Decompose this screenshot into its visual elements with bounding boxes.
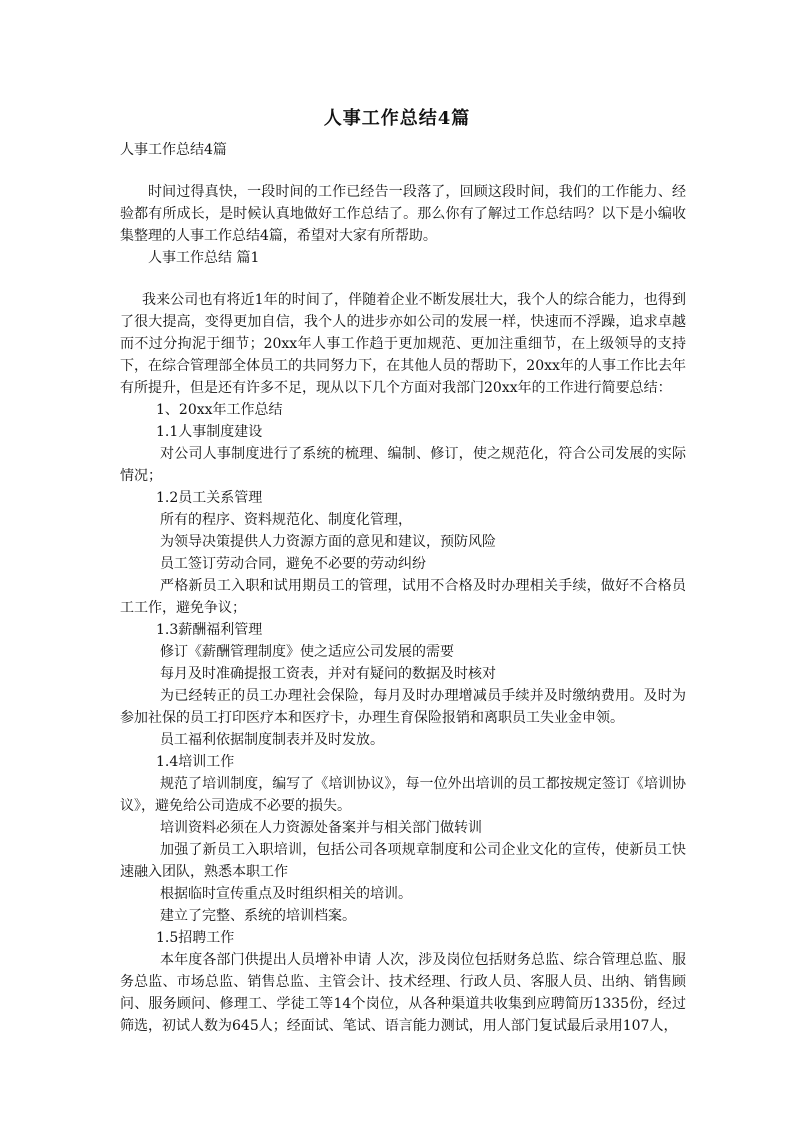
heading-1-3: 1.3薪酬福利管理	[156, 622, 263, 638]
intro-paragraph: 时间过得真快，一段时间的工作已经告一段落了，回顾这段时间，我们的工作能力、经验都有所成长，是时候认真地做好工作总结了。那么你有了解过工作总结吗？以下是小编收集整理的人事工作总结4篇，希望对大家有所帮助。	[120, 184, 686, 244]
paragraph-1-3d: 员工福利依据制度制表并及时发放。	[160, 732, 384, 748]
paragraph-1-4d: 根据临时宣传重点及时组织相关的培训。	[160, 886, 412, 902]
document-subtitle: 人事工作总结4篇	[120, 142, 227, 158]
heading-1-5: 1.5招聘工作	[156, 930, 235, 946]
paragraph-1-1: 对公司人事制度进行了系统的梳理、编制、修订，使之规范化，符合公司发展的实际情况；	[120, 446, 686, 484]
paragraph-1-3b: 每月及时准确提报工资表，并对有疑问的数据及时核对	[160, 666, 496, 682]
heading-1-2: 1.2员工关系管理	[156, 490, 263, 506]
paragraph-1-2b: 为领导决策提供人力资源方面的意见和建议，预防风险	[160, 534, 496, 550]
paragraph-1-5: 本年度各部门供提出人员增补申请 人次，涉及岗位包括财务总监、综合管理总监、服务总监、市场总监、销售总监、主管会计、技术经理、行政人员、客服人员、出纳、销售顾问、服务顾问、修理工、学徒工等14个岗位，从各种渠道共收集到应聘简历1335份，经过筛选，初试人数为645人；经面试、笔试、语言能力测试，用人部门复试最后录用107人，	[120, 952, 686, 1034]
paragraph-1-4b: 培训资料必须在人力资源处备案并与相关部门做转训	[160, 820, 482, 836]
paragraph-1-3c: 为已经转正的员工办理社会保险，每月及时办理增减员手续并及时缴纳费用。及时为参加社保的员工打印医疗本和医疗卡，办理生育保险报销和离职员工失业金申领。	[120, 688, 686, 726]
paragraph-1-4a: 规范了培训制度，编写了《培训协议》，每一位外出培训的员工都按规定签订《培训协议》，避免给公司造成不必要的损失。	[120, 776, 686, 814]
heading-1: 1、20xx年工作总结	[156, 402, 283, 418]
document-title: 人事工作总结4篇	[323, 108, 471, 129]
paragraph-1-2a: 所有的程序、资料规范化、制度化管理，	[160, 512, 412, 528]
paragraph-1-4c: 加强了新员工入职培训，包括公司各项规章制度和公司企业文化的宣传，使新员工快速融入团队，熟悉本职工作	[120, 842, 686, 880]
heading-1-4: 1.4培训工作	[156, 754, 235, 770]
section-heading: 人事工作总结 篇1	[148, 250, 260, 266]
paragraph-1-3a: 修订《薪酬管理制度》使之适应公司发展的需要	[160, 644, 454, 660]
heading-1-1: 1.1人事制度建设	[156, 424, 263, 440]
paragraph-1-2d: 严格新员工入职和试用期员工的管理，试用不合格及时办理相关手续，做好不合格员工工作，避免争议；	[120, 578, 686, 616]
document-body	[120, 139, 686, 1037]
paragraph-1-2c: 员工签订劳动合同，避免不必要的劳动纠纷	[160, 556, 426, 572]
paragraph-1: 我来公司也有将近1年的时间了，伴随着企业不断发展壮大，我个人的综合能力，也得到了很大提高，变得更加自信，我个人的进步亦如公司的发展一样，快速而不浮躁，追求卓越而不过分拘泥于细节；20xx年人事工作趋于更加规范、更加注重细节，在上级领导的支持下，在综合管理部全体员工的共同努力下，在其他人员的帮助下，20xx年的人事工作比去年有所提升，但是还有许多不足，现从以下几个方面对我部门20xx年的工作进行简要总结：	[120, 292, 686, 396]
paragraph-1-4e: 建立了完整、系统的培训档案。	[160, 908, 356, 924]
